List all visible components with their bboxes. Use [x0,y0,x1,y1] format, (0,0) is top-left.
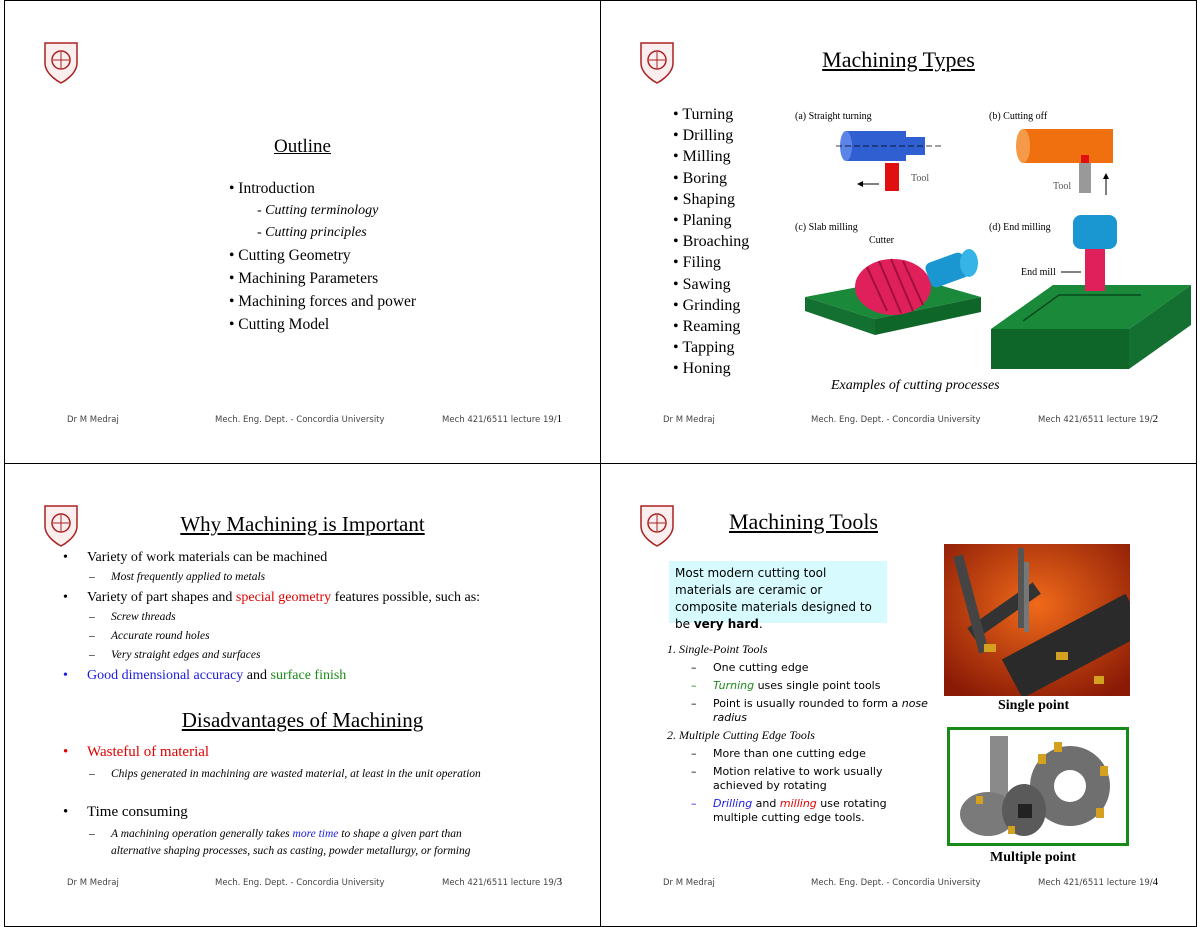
footer-department: Mech. Eng. Dept. - Concordia University [811,415,981,425]
page-number: 2 [1152,413,1159,425]
workpiece-shape [1023,129,1113,163]
slide-title: Machining Tools [729,509,878,534]
slide-title: Outline [274,136,331,157]
page-number: 4 [1152,876,1159,888]
end-mill-label: End mill [1021,267,1056,278]
slide-title: Why Machining is Important [180,512,425,536]
info-note: Most modern cutting tool materials are ceramic or composite materials designed to be very hard. [669,561,887,623]
bullet-item: • Time consuming [63,804,188,820]
spindle-shape [1073,215,1117,249]
list-item: • Filing [673,252,749,273]
tool-label: Tool [1053,181,1072,192]
machining-types-list [673,104,749,380]
fig-label-d: (d) End milling [989,222,1051,233]
figure-caption: Examples of cutting processes [831,378,1000,393]
outline-item: • Cutting Geometry [229,247,351,264]
single-point-tools-photo [944,544,1130,696]
outline-item: • Cutting Model [229,316,330,333]
slide-title: Machining Types [822,47,975,72]
multiple-point-label: Multiple point [990,850,1076,865]
footer-course: Mech 421/6511 lecture 19/2 [1038,413,1159,425]
bullet-item: • Wasteful of material [63,744,210,760]
sub-bullet-item: – Accurate round holes [89,630,210,642]
cutting-processes-figure [791,107,1191,377]
list-item: • Shaping [673,189,749,210]
milling-cutters-graphic [950,730,1126,843]
footer-department: Mech. Eng. Dept. - Concordia University [215,415,385,425]
slide-outline [4,0,601,464]
sub-bullet-item: – A machining operation generally takes more time to shape a given part than alternative shaping processes, such as casting, powder metallurgy, or forming [89,828,471,857]
page-number: 1 [556,413,563,425]
outline-item: • Introduction [229,180,315,197]
single-point-label: Single point [998,698,1070,713]
sub-bullet-item: – Screw threads [89,611,176,623]
slide-why-machining [4,463,601,927]
footer-author: Dr M Medraj [67,415,119,425]
section-title: Disadvantages of Machining [181,708,424,732]
bullet-item: • Variety of part shapes and special geometry features possible, such as: [63,590,481,605]
list-item: • Sawing [673,274,749,295]
sub-bullet-item: – Most frequently applied to metals [89,571,266,583]
footer-course: Mech 421/6511 lecture 19/4 [1038,876,1159,888]
page-number: 3 [556,876,563,888]
footer-author: Dr M Medraj [67,878,119,888]
footer-course: Mech 421/6511 lecture 19/1 [442,413,563,425]
list-item: • Boring [673,168,749,189]
footer-course: Mech 421/6511 lecture 19/3 [442,876,563,888]
list-item: • Reaming [673,316,749,337]
footer-author: Dr M Medraj [663,878,715,888]
sub-bullet-item: – Chips generated in machining are wasted material, at least in the unit operation [89,768,481,780]
list-item: • Grinding [673,295,749,316]
list-item: • Tapping [673,337,749,358]
fig-label-a: (a) Straight turning [795,111,872,122]
footer-department: Mech. Eng. Dept. - Concordia University [811,878,981,888]
list-item: • Turning [673,104,749,125]
sub-bullet-item: – Drilling and milling use rotating multiple cutting edge tools. [691,797,887,824]
tool-shape [1079,163,1091,193]
tool-label: Tool [911,173,930,184]
section-heading: 1. Single-Point Tools [667,642,768,656]
slide-machining-types [600,0,1197,464]
footer-author: Dr M Medraj [663,415,715,425]
footer-department: Mech. Eng. Dept. - Concordia University [215,878,385,888]
bullet-item: • Good dimensional accuracy and surface finish [63,668,347,683]
university-crest-icon [43,41,79,85]
sub-bullet-item: – Very straight edges and surfaces [89,649,261,661]
workpiece-shape [1016,129,1030,163]
section-heading: 2. Multiple Cutting Edge Tools [667,728,815,742]
sub-bullet-item: – Turning uses single point tools [691,679,881,692]
list-item: • Drilling [673,125,749,146]
list-item: • Honing [673,358,749,379]
outline-list [229,177,416,336]
list-item: • Broaching [673,231,749,252]
sub-bullet-item: – More than one cutting edge [691,747,866,760]
multiple-point-tools-photo [947,727,1129,846]
list-item: • Milling [673,146,749,167]
sub-bullet-item: – One cutting edge [691,661,809,674]
slide-machining-tools [600,463,1197,927]
list-item: • Planing [673,210,749,231]
sub-bullet-item: – Motion relative to work usually achieved by rotating [691,765,883,792]
cutter-label: Cutter [869,235,894,246]
fig-label-b: (b) Cutting off [989,111,1048,122]
outline-item: • Machining forces and power [229,293,417,310]
fig-label-c: (c) Slab milling [795,222,858,233]
outline-subitem: - Cutting terminology [257,203,379,218]
tool-shape [885,163,899,191]
outline-subitem: - Cutting principles [257,225,367,240]
outline-item: • Machining Parameters [229,270,379,287]
end-mill-shape [1085,249,1105,291]
sub-bullet-item: – Point is usually rounded to form a nose radius [691,697,928,724]
bullet-item: • Variety of work materials can be machined [63,550,328,565]
